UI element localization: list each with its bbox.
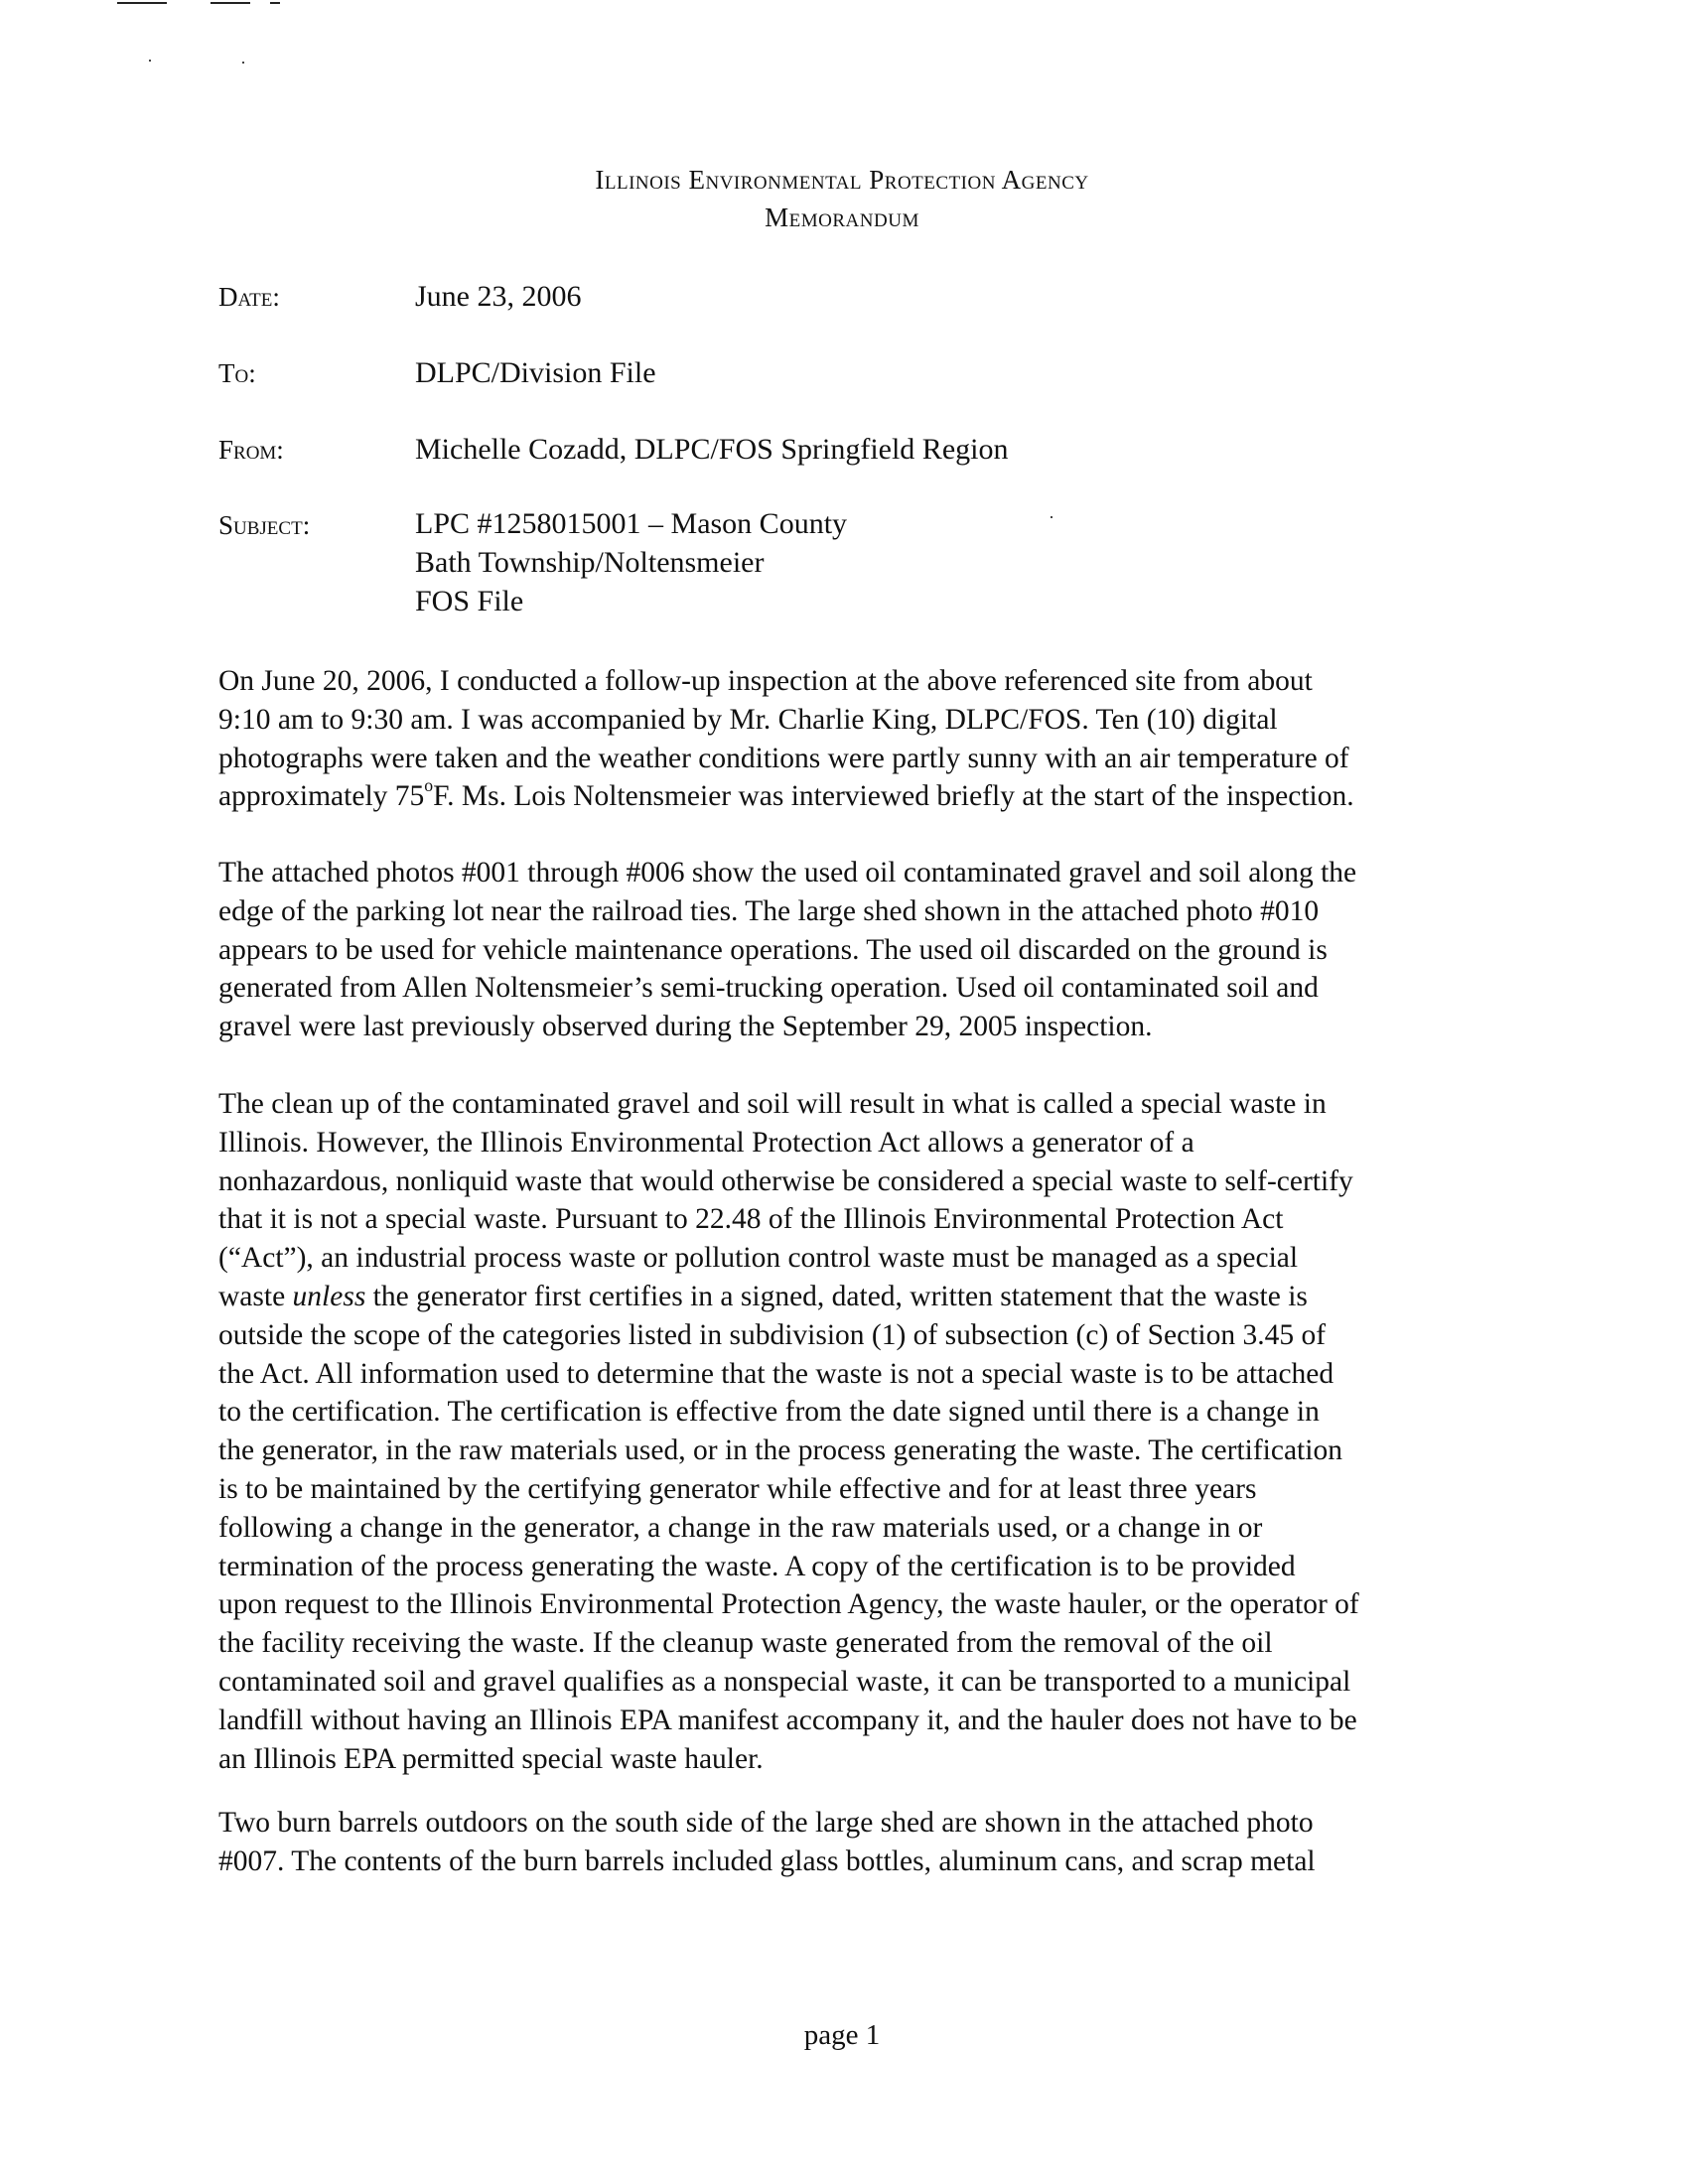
text-line: termination of the process generating the waste. A copy of the certification is to be provided: [218, 1550, 1296, 1582]
text-segment: approximately 75: [218, 780, 425, 813]
text-line: Illinois. However, the Illinois Environmental Protection Act allows a generator of a: [218, 1126, 1194, 1159]
text-line: to the certification. The certification is effective from the date signed until there is a change in: [218, 1396, 1320, 1429]
degree-superscript: o: [424, 775, 434, 796]
text-line: (“Act”), an industrial process waste or pollution control waste must be managed as a special: [218, 1242, 1299, 1275]
text-line: appears to be used for vehicle maintenance operations. The used oil discarded on the ground is: [218, 933, 1328, 966]
text-line: Two burn barrels outdoors on the south side of the large shed are shown in the attached photo: [218, 1807, 1314, 1839]
paragraph-special-waste: [218, 1085, 1509, 1778]
scan-artifact: [117, 2, 167, 4]
subject-label: Subject:: [218, 510, 311, 540]
text-line: landfill without having an Illinois EPA manifest accompany it, and the hauler does not have to be: [218, 1704, 1357, 1736]
text-line: an Illinois EPA permitted special waste hauler.: [218, 1742, 764, 1775]
date-value: June 23, 2006: [415, 280, 582, 313]
text-line: generated from Allen Noltensmeier’s semi-trucking operation. Used oil contaminated soil and: [218, 972, 1319, 1005]
scan-artifact: [242, 62, 244, 64]
text-line: the facility receiving the waste. If the cleanup waste generated from the removal of the oil: [218, 1627, 1273, 1660]
text-segment: the generator first certifies in a signed, dated, written statement that the waste is: [365, 1280, 1308, 1312]
text-line: #007. The contents of the burn barrels included glass bottles, aluminum cans, and scrap metal: [218, 1844, 1316, 1877]
text-line: On June 20, 2006, I conducted a follow-up inspection at the above referenced site from about: [218, 665, 1313, 697]
to-value: DLPC/Division File: [415, 356, 656, 389]
text-segment: F. Ms. Lois Noltensmeier was interviewed briefly at the start of the inspection.: [433, 780, 1354, 813]
text-line: is to be maintained by the certifying generator while effective and for at least three years: [218, 1472, 1257, 1505]
document-type: Memorandum: [765, 203, 919, 232]
paragraph-photos: [218, 854, 1509, 1046]
text-line: that it is not a special waste. Pursuant to 22.48 of the Illinois Environmental Protection Act: [218, 1203, 1284, 1236]
text-line: edge of the parking lot near the railroad ties. The large shed shown in the attached photo #010: [218, 894, 1320, 927]
from-value: Michelle Cozadd, DLPC/FOS Springfield Region: [415, 433, 1009, 466]
scan-artifact: [1051, 516, 1052, 518]
date-label: Date:: [218, 282, 280, 312]
subject-line: Bath Township/Noltensmeier: [415, 546, 765, 579]
text-line: outside the scope of the categories listed in subdivision (1) of subsection (c) of Section 3.45 of: [218, 1318, 1327, 1351]
text-line: upon request to the Illinois Environmental Protection Agency, the waste hauler, or the operator of: [218, 1588, 1359, 1621]
scan-artifact: [149, 60, 151, 62]
text-line: contaminated soil and gravel qualifies as a nonspecial waste, it can be transported to a municipal: [218, 1665, 1351, 1698]
text-line: [218, 1278, 1509, 1316]
text-segment: waste: [218, 1280, 293, 1312]
from-label: From:: [218, 435, 284, 465]
text-line: photographs were taken and the weather conditions were partly sunny with an air temperature of: [218, 742, 1349, 774]
text-line: nonhazardous, nonliquid waste that would otherwise be considered a special waste to self-certify: [218, 1164, 1353, 1197]
subject-line: LPC #1258015001 – Mason County: [415, 507, 848, 540]
paragraph-inspection: [218, 662, 1509, 816]
text-line: The attached photos #001 through #006 show the used oil contaminated gravel and soil along the: [218, 857, 1357, 888]
text-line: 9:10 am to 9:30 am. I was accompanied by Mr. Charlie King, DLPC/FOS. Ten (10) digital: [218, 703, 1278, 736]
text-line: The clean up of the contaminated gravel and soil will result in what is called a special waste in: [218, 1088, 1327, 1120]
scan-artifact: [210, 2, 250, 4]
agency-name: Illinois Environmental Protection Agency: [595, 165, 1089, 195]
paragraph-burn-barrels: [218, 1804, 1509, 1881]
text-line: following a change in the generator, a change in the raw materials used, or a change in or: [218, 1511, 1263, 1544]
text-line: gravel were last previously observed during the September 29, 2005 inspection.: [218, 1011, 1153, 1043]
subject-line: FOS File: [415, 585, 524, 617]
text-line: [218, 777, 1509, 816]
text-line: the generator, in the raw materials used, or in the process generating the waste. The certification: [218, 1434, 1342, 1467]
text-line: the Act. All information used to determine that the waste is not a special waste is to be attached: [218, 1357, 1334, 1390]
emphasis-unless: unless: [292, 1280, 366, 1312]
subject-value: [415, 504, 847, 620]
to-label: To:: [218, 358, 256, 388]
scan-artifact: [270, 2, 280, 4]
page-number: page 1: [803, 2019, 881, 2051]
